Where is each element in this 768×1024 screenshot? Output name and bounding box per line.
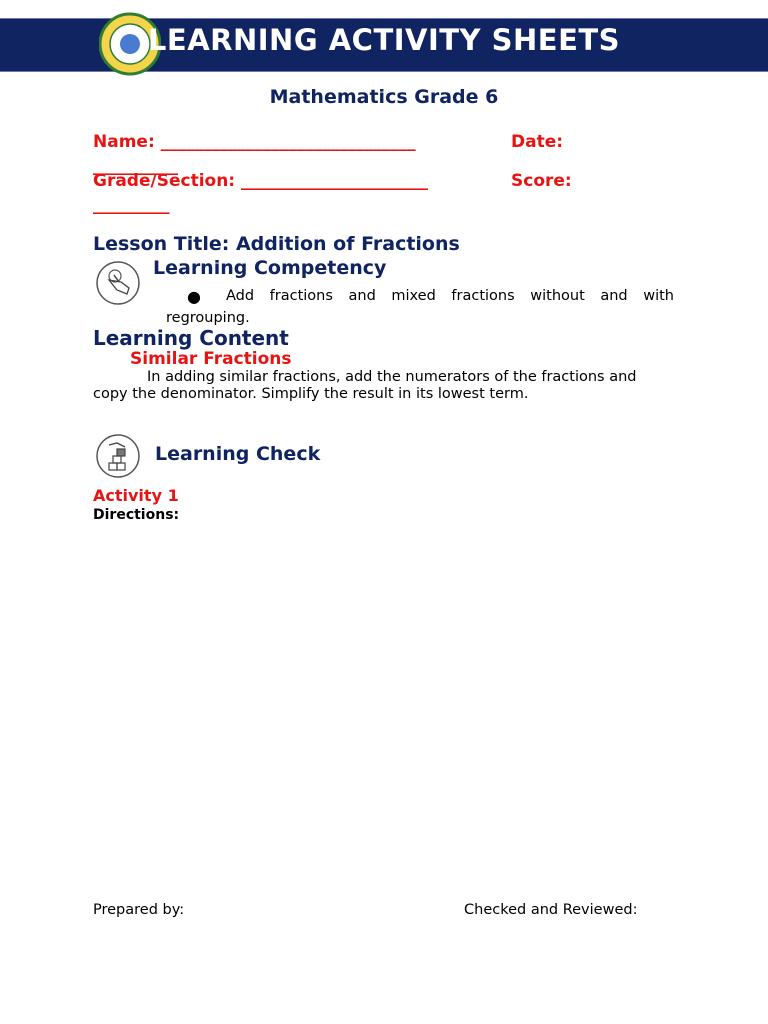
directions-label: Directions: (93, 507, 180, 523)
bullet-icon: ● (187, 287, 201, 306)
lesson-title: Lesson Title: Addition of Fractions (93, 233, 460, 255)
score-field-label: Score: (511, 171, 572, 191)
similar-fractions-subheading: Similar Fractions (130, 349, 292, 369)
grade-section-field-label: Grade/Section: ______________________ (93, 171, 429, 191)
blocks-hand-icon (95, 433, 141, 483)
page-title: LEARNING ACTIVITY SHEETS (147, 23, 621, 57)
name-field-label: Name: ______________________________ (93, 132, 416, 152)
date-field-line: __________ (93, 156, 178, 176)
pointing-hand-icon (95, 260, 141, 310)
prepared-by-label: Prepared by: (93, 902, 185, 918)
date-field-label: Date: (511, 132, 564, 152)
checked-reviewed-label: Checked and Reviewed: (464, 902, 638, 918)
learning-competency-heading: Learning Competency (153, 257, 387, 279)
score-field-line: _________ (93, 195, 170, 215)
activity-heading: Activity 1 (93, 486, 179, 505)
learning-check-heading: Learning Check (155, 443, 321, 465)
content-paragraph-line1: In adding similar fractions, add the numerators of the fractions and (147, 369, 637, 385)
learning-content-heading: Learning Content (93, 326, 289, 350)
competency-text-line2: regrouping. (166, 310, 250, 326)
subject-title: Mathematics Grade 6 (269, 86, 499, 108)
content-paragraph-line2: copy the denominator. Simplify the result in its lowest term. (93, 386, 529, 402)
competency-text-line1: Add fractions and mixed fractions without and with (226, 288, 674, 304)
